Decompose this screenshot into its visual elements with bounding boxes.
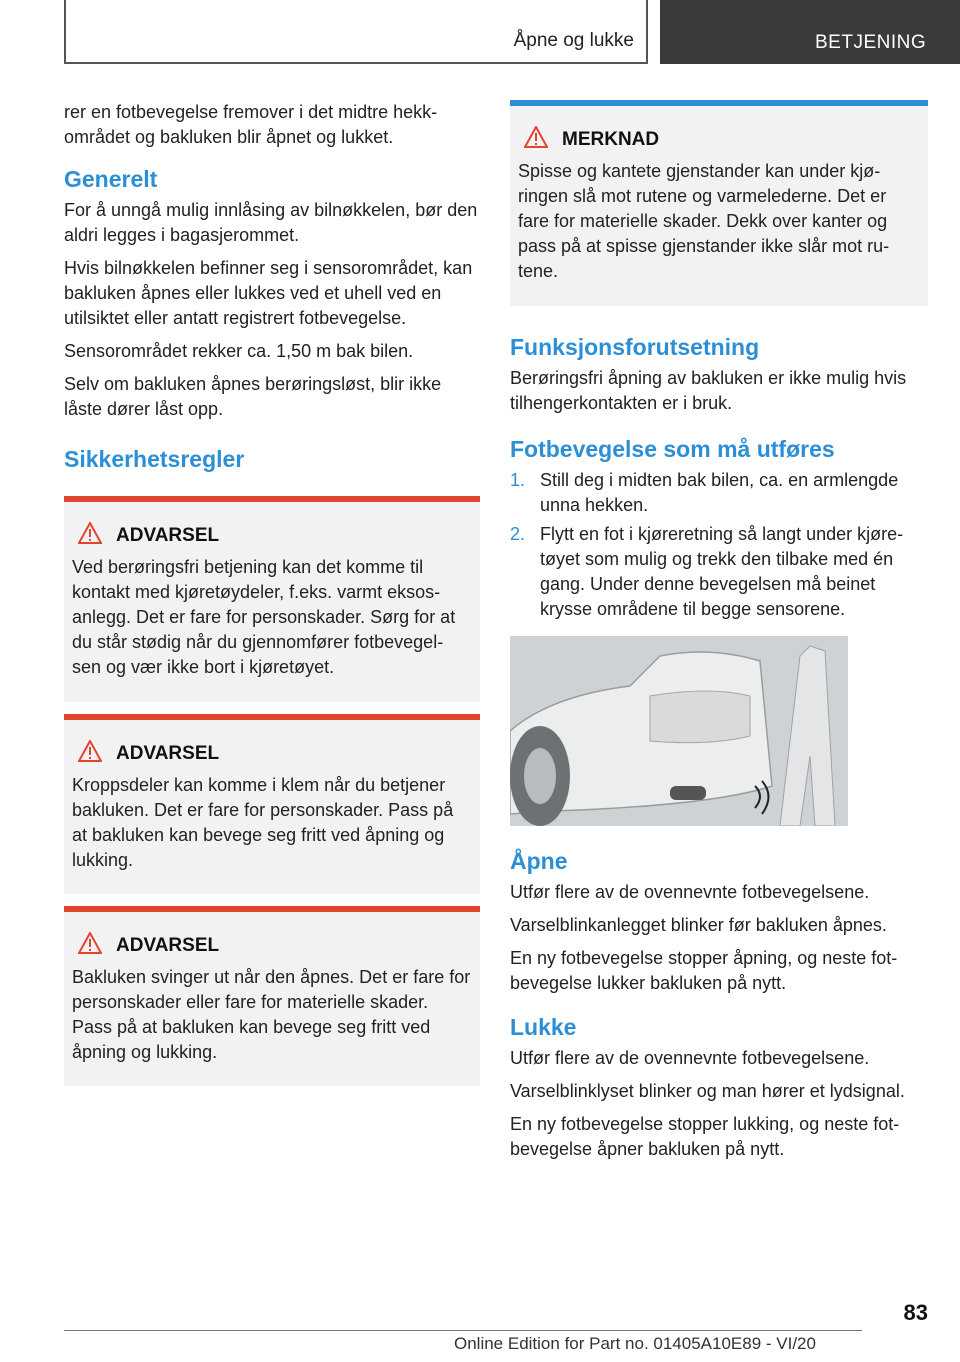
close-paragraph: Varselblinklyset blinker og man hører et lydsignal.: [510, 1081, 905, 1101]
warning-title: ADVARSEL: [116, 524, 220, 546]
list-item: [510, 468, 928, 518]
header-chapter-title: BETJENING: [815, 32, 927, 53]
warning-box: [64, 906, 480, 1086]
prerequisite-paragraph: Berøringsfri åpning av bakluken er ikke mulig hvis tilhengerkontakten er i bruk.: [510, 368, 907, 413]
heading-safety: Sikkerhetsregler: [64, 446, 245, 472]
heading-general: Generelt: [64, 166, 158, 192]
general-paragraph: Selv om bakluken åpnes berøringsløst, blir ikke låste dører låst opp.: [64, 374, 442, 419]
step-number: 2.: [510, 524, 526, 544]
step-number: 1.: [510, 470, 526, 490]
header-chapter-tab: [660, 0, 960, 64]
warning-box: [64, 496, 480, 702]
note-text: Spisse og kantete gjenstander kan under kjø-ringen slå mot rutene og varmelederne. Det er fare for materielle skader. Dekk over kanter og pass på at spisse gjenstander ikke slår mot ru-tene.: [518, 161, 890, 281]
page-number: 83: [903, 1300, 928, 1325]
list-item: [510, 522, 928, 622]
header-section-title: Åpne og lukke: [513, 30, 634, 51]
footer-divider: [64, 1330, 862, 1331]
note-title: MERKNAD: [562, 128, 660, 150]
right-column: [510, 100, 928, 1170]
warning-text: Kroppsdeler kan komme i klem når du betjener bakluken. Det er fare for personskader. Pass på at bakluken kan bevege seg fritt ved åpning og lukking.: [72, 775, 454, 870]
warning-triangle-icon: [518, 126, 562, 153]
heading-open: Åpne: [510, 848, 568, 874]
open-paragraph: Utfør flere av de ovennevnte fotbevegelsene.: [510, 882, 870, 902]
close-paragraph: En ny fotbevegelse stopper lukking, og neste fot-bevegelse åpner bakluken på nytt.: [510, 1114, 900, 1159]
open-paragraph: En ny fotbevegelse stopper åpning, og neste fot-bevegelse lukker bakluken på nytt.: [510, 948, 898, 993]
step-text: Flytt en fot i kjøreretning så langt under kjøre-tøyet som mulig og trekk den tilbake med én gang. Under denne bevegelsen må beinet krysse områdene til begge sensorene.: [540, 524, 904, 619]
warning-triangle-icon: [72, 522, 116, 549]
warning-title: ADVARSEL: [116, 934, 220, 956]
heading-close: Lukke: [510, 1014, 577, 1040]
general-paragraph: Sensorområdet rekker ca. 1,50 m bak bilen.: [64, 341, 414, 361]
step-text: Still deg i midten bak bilen, ca. en armlengde unna hekken.: [540, 470, 899, 515]
general-paragraph: Hvis bilnøkkelen befinner seg i sensorområdet, kan bakluken åpnes eller lukkes ved et uhell ved en utilsiktet eller antatt registrert fotbevegelse.: [64, 258, 473, 328]
intro-paragraph: rer en fotbevegelse fremover i det midtre hekk-området og bakluken blir åpnet og lukket.: [64, 102, 438, 147]
warning-triangle-icon: [72, 740, 116, 767]
note-box: [510, 100, 928, 306]
header-section-box: [64, 0, 648, 64]
heading-prerequisite: Funksjonsforutsetning: [510, 334, 760, 360]
warning-title: ADVARSEL: [116, 742, 220, 764]
illustration-car-rear-foot-sensor: [510, 636, 848, 826]
close-paragraph: Utfør flere av de ovennevnte fotbevegelsene.: [510, 1048, 870, 1068]
warning-text: Bakluken svinger ut når den åpnes. Det er fare for personskader eller fare for materielle skader. Pass på at bakluken kan bevege seg fritt ved åpning og lukking.: [72, 967, 471, 1062]
heading-foot-motion: Fotbevegelse som må utføres: [510, 436, 835, 462]
warning-box: [64, 714, 480, 894]
open-paragraph: Varselblinkanlegget blinker før bakluken åpnes.: [510, 915, 887, 935]
left-column: [64, 100, 480, 1086]
warning-text: Ved berøringsfri betjening kan det komme til kontakt med kjøretøydeler, f.eks. varmt eksos-anlegg. Det er fare for personskader. Sørg for at du står stødig når du gjennomfører fotbevegel-sen og vær ikke bort i kjøretøyet.: [72, 557, 456, 677]
warning-triangle-icon: [72, 932, 116, 959]
general-paragraph: For å unngå mulig innlåsing av bilnøkkelen, bør den aldri legges i bagasjerommet.: [64, 200, 478, 245]
footer-edition: Online Edition for Part no. 01405A10E89 - VI/20: [454, 1334, 816, 1353]
